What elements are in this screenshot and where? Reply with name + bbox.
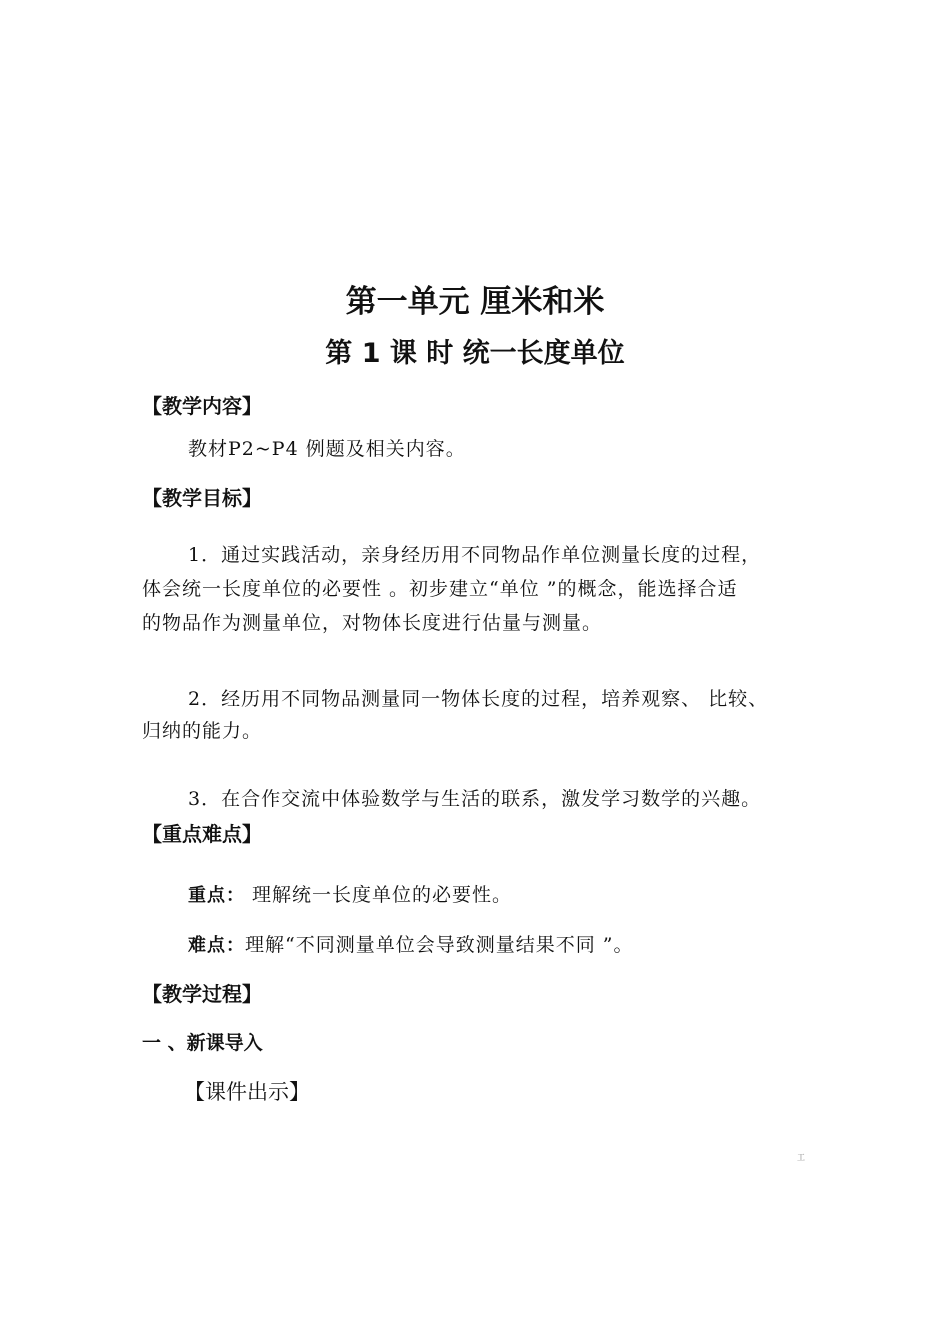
- goal-2-line-1: 2．经历用不同物品测量同一物体长度的过程，培养观察、 比较、: [188, 688, 769, 710]
- key-point-label: 重点：: [188, 885, 245, 906]
- step-1-heading: 一 、新课导入: [142, 1032, 263, 1054]
- goal-1-line-1: 1．通过实践活动，亲身经历用不同物品作单位测量长度的过程，: [188, 544, 762, 566]
- section-heading-content: 【教学内容】: [142, 394, 262, 418]
- section-heading-goals: 【教学目标】: [142, 486, 262, 510]
- goal-1-line-2: 体会统一长度单位的必要性 。初步建立“单位 ”的概念，能选择合适: [142, 578, 738, 600]
- key-point-text: 理解统一长度单位的必要性。: [245, 884, 513, 906]
- difficult-point-row: [188, 930, 633, 957]
- content-text: 教材P2~P4 例题及相关内容。: [188, 438, 466, 460]
- difficult-point-text: 理解“不同测量单位会导致测量结果不同 ”。: [245, 934, 634, 956]
- page-mark: 工: [797, 1153, 805, 1162]
- goal-1-line-3: 的物品作为测量单位，对物体长度进行估量与测量。: [142, 612, 603, 634]
- goal-2-line-2: 归纳的能力。: [142, 720, 263, 742]
- difficult-point-label: 难点：: [188, 935, 245, 956]
- section-heading-key-points: 【重点难点】: [142, 822, 262, 846]
- lesson-title: 第 1 课 时 统一长度单位: [325, 338, 625, 369]
- courseware-heading: 【课件出示】: [184, 1080, 310, 1104]
- page-title: 第一单元 厘米和米: [345, 284, 605, 320]
- section-heading-process: 【教学过程】: [142, 982, 262, 1006]
- goal-3: 3．在合作交流中体验数学与生活的联系，激发学习数学的兴趣。: [188, 788, 762, 810]
- key-point-row: [188, 880, 512, 907]
